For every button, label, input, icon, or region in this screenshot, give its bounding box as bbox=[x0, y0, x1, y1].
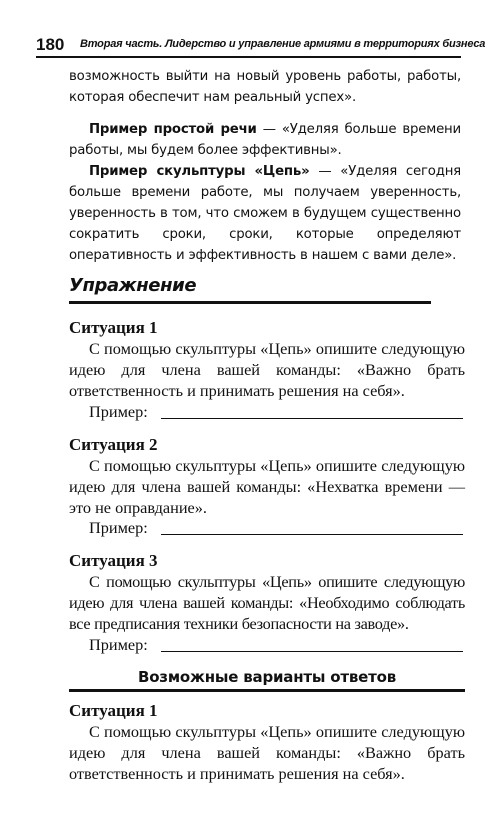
situation-1-text: С помощью скульптуры «Цепь» опишите следующую идею для члена вашей команды: «Важно брать ответственность и принимать решения на себя». bbox=[69, 339, 465, 400]
sculpture-example bbox=[69, 161, 461, 266]
simple-speech-example bbox=[69, 119, 461, 161]
exercise-title: Упражнение bbox=[69, 275, 197, 296]
situation-1-example-row bbox=[69, 401, 465, 423]
page-number: 180 bbox=[36, 35, 65, 54]
example-label: Пример: bbox=[89, 635, 148, 654]
answers-title: Возможные варианты ответов bbox=[137, 668, 397, 686]
exercise-title-rule bbox=[69, 301, 431, 304]
page-header bbox=[36, 34, 486, 58]
answer-blank-line bbox=[161, 418, 463, 419]
answer-blank-line bbox=[161, 534, 463, 535]
situation-1-title: Ситуация 1 bbox=[69, 318, 158, 337]
sculpture-label: Пример скульптуры «Цепь» bbox=[89, 164, 310, 179]
intro-continuation: возможность выйти на новый уровень работы, работы, которая обеспечит нам реальный успех». bbox=[69, 69, 461, 105]
simple-speech-label: Пример простой речи bbox=[89, 122, 257, 137]
sculpture-text: — «Уделяя сегодня больше времени работе, мы получаем уверенность, уверенность в том, что сможем в будущем существенно сократить сроки, сроки, которые определяют оперативность и эффективность в нашем с вами деле». bbox=[69, 164, 461, 263]
situation-2-title: Ситуация 2 bbox=[69, 435, 158, 454]
simple-speech-text: — «Уделяя больше времени работы, мы будем более эффективны». bbox=[69, 122, 461, 158]
running-title: Вторая часть. Лидерство и управление армиями в территориях бизнеса bbox=[80, 38, 486, 50]
answer-situation-1-text: С помощью скульптуры «Цепь» опишите следующую идею для члена вашей команды: «Важно брать ответственность и принимать решения на себя». bbox=[69, 722, 465, 783]
situation-3-text: С помощью скульптуры «Цепь» опишите следующую идею для члена вашей команды: «Необходимо соблюдать все предписания техники безопасности на заводе». bbox=[69, 572, 465, 633]
situation-3-title: Ситуация 3 bbox=[69, 551, 158, 570]
situation-2-text: С помощью скульптуры «Цепь» опишите следующую идею для члена вашей команды: «Нехватка времени — это не оправдание». bbox=[69, 456, 465, 517]
answer-blank-line bbox=[161, 651, 463, 652]
situation-2-example-row bbox=[69, 517, 465, 539]
answers-title-rule bbox=[69, 689, 465, 692]
answer-situation-1-title: Ситуация 1 bbox=[69, 701, 158, 720]
example-label: Пример: bbox=[89, 402, 148, 421]
situation-3-example-row bbox=[69, 634, 465, 656]
example-label: Пример: bbox=[89, 518, 148, 537]
